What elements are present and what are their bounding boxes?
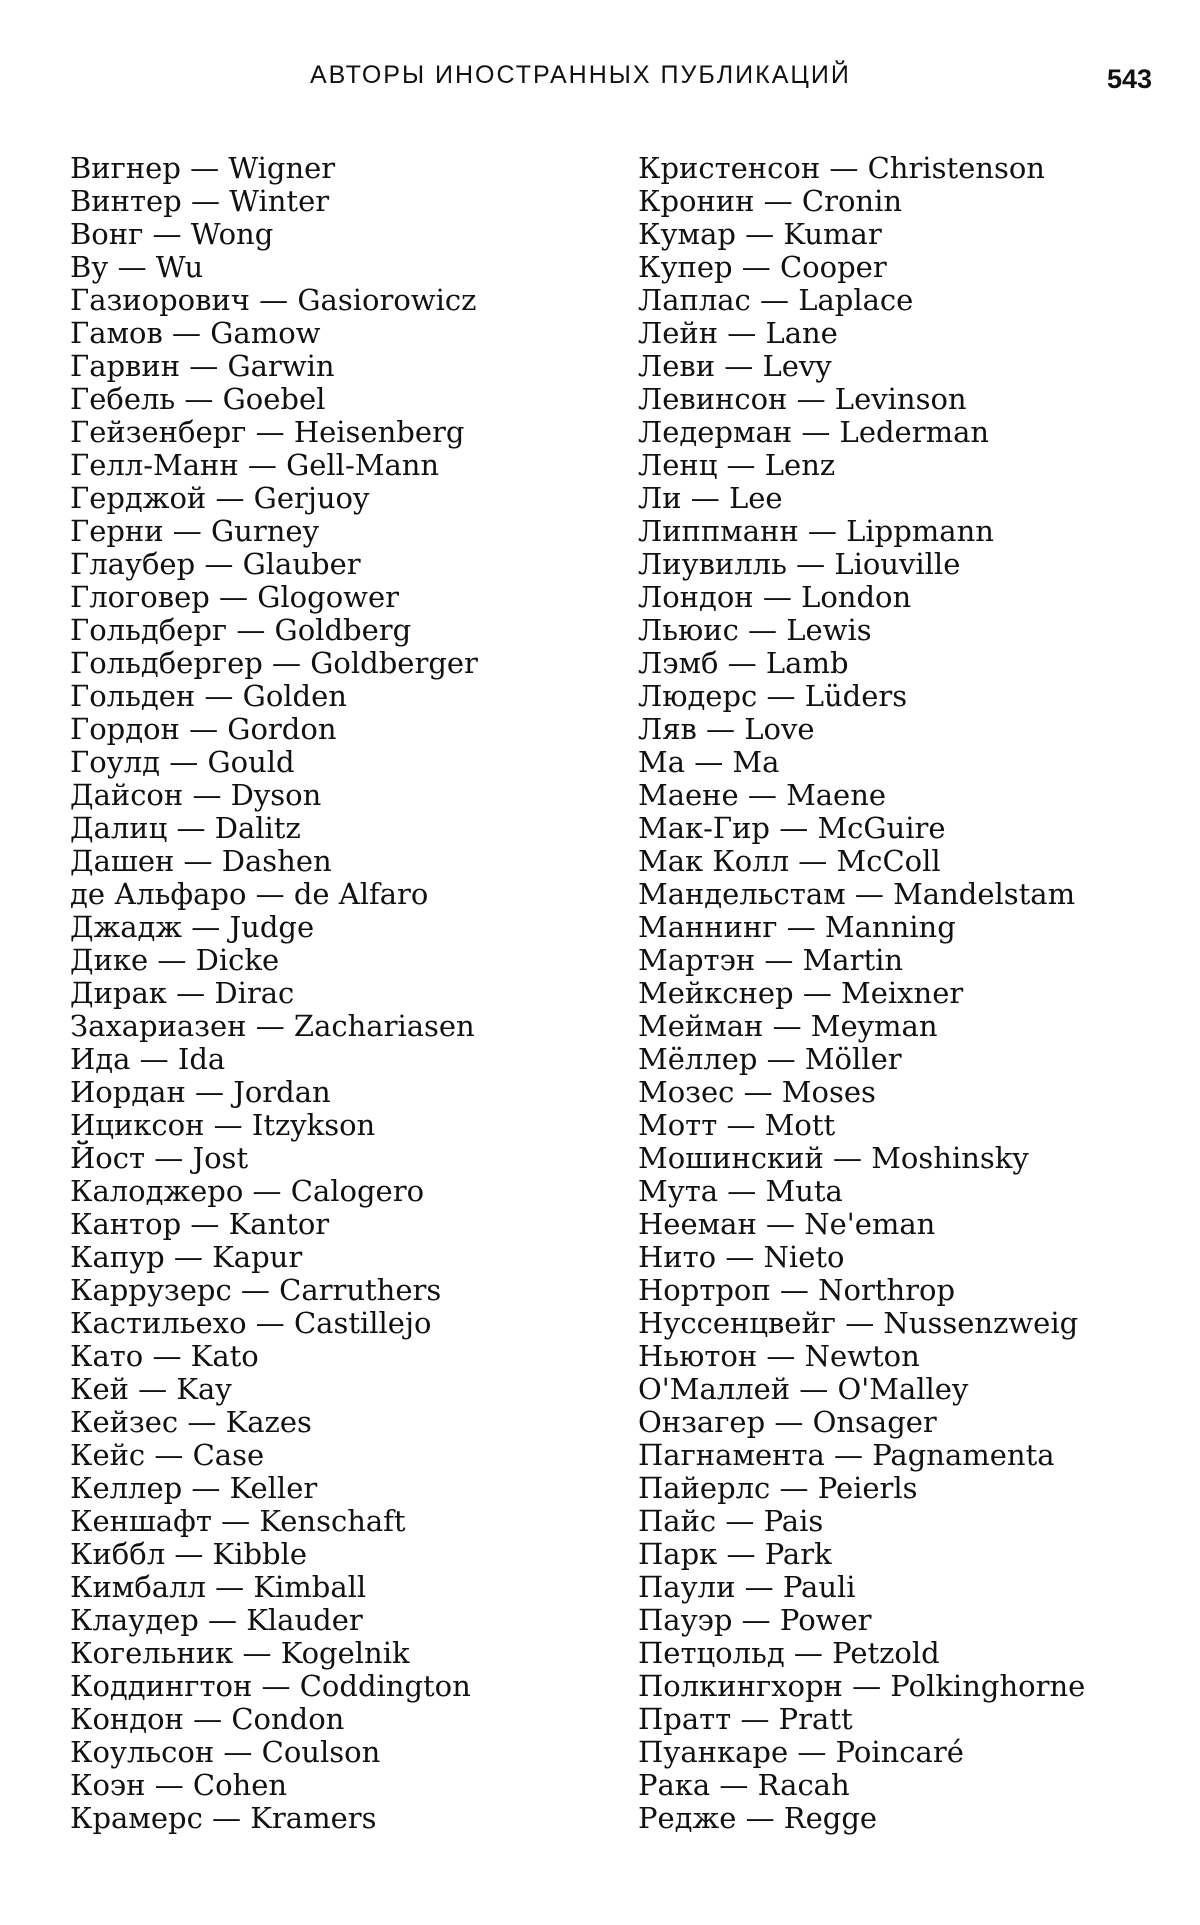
author-entry: Купер — Cooper	[638, 250, 887, 284]
author-entry: Гольден — Golden	[70, 679, 347, 713]
author-entry: Кондон — Condon	[70, 1702, 345, 1736]
author-entry: Джадж — Judge	[70, 910, 315, 944]
author-entry: Пауэр — Power	[638, 1603, 872, 1637]
author-entry: Мандельстам — Mandelstam	[638, 877, 1076, 911]
author-entry: Кантор — Kantor	[70, 1207, 330, 1241]
author-entry: Мак-Гир — McGuire	[638, 811, 946, 845]
author-entry: Мошинский — Moshinsky	[638, 1141, 1029, 1175]
author-entry: Кумар — Kumar	[638, 217, 882, 251]
author-entry: Парк — Park	[638, 1537, 832, 1571]
author-entry: Нито — Nieto	[638, 1240, 845, 1274]
author-entry: Когельник — Kogelnik	[70, 1636, 410, 1670]
author-entry: Вигнер — Wigner	[70, 151, 336, 185]
author-entry: Полкингхорн — Polkinghorne	[638, 1669, 1086, 1703]
author-entry: Далиц — Dalitz	[70, 811, 301, 845]
author-entry: Рака — Racah	[638, 1768, 850, 1802]
author-entry: Иордан — Jordan	[70, 1075, 331, 1109]
author-entry: Паули — Pauli	[638, 1570, 856, 1604]
author-entry: Ньютон — Newton	[638, 1339, 920, 1373]
author-entry: Гебель — Goebel	[70, 382, 326, 416]
author-entry: Герни — Gurney	[70, 514, 319, 548]
author-entry: Кеншафт — Kenschaft	[70, 1504, 406, 1538]
author-entry: Мейкснер — Meixner	[638, 976, 964, 1010]
author-entry: Льюис — Lewis	[638, 613, 872, 647]
author-entry: Глоговер — Glogower	[70, 580, 399, 614]
author-entry: Ициксон — Itzykson	[70, 1108, 376, 1142]
author-entry: Нуссенцвейг — Nussenzweig	[638, 1306, 1079, 1340]
author-entry: Мартэн — Martin	[638, 943, 904, 977]
author-entry: Кронин — Cronin	[638, 184, 903, 218]
author-entry: Ли — Lee	[638, 481, 783, 515]
author-entry: О'Маллей — O'Malley	[638, 1372, 969, 1406]
author-entry: Келлер — Keller	[70, 1471, 318, 1505]
author-entry: Левинсон — Levinson	[638, 382, 967, 416]
author-entry: Ледерман — Lederman	[638, 415, 990, 449]
author-entry: Ву — Wu	[70, 250, 204, 284]
author-entry: Кимбалл — Kimball	[70, 1570, 367, 1604]
author-entry: Лэмб — Lamb	[638, 646, 849, 680]
author-entry: Газиорович — Gasiorowicz	[70, 283, 477, 317]
author-column-left	[70, 152, 590, 1835]
author-entry: Крамерс — Kramers	[70, 1801, 377, 1835]
author-entry: Клаудер — Klauder	[70, 1603, 363, 1637]
author-entry: Каррузерс — Carruthers	[70, 1273, 442, 1307]
running-title: АВТОРЫ ИНОСТРАННЫХ ПУБЛИКАЦИЙ	[310, 61, 851, 89]
author-entry: Мотт — Mott	[638, 1108, 836, 1142]
author-entry: Пуанкаре — Poincaré	[638, 1735, 964, 1769]
author-entry: Пагнамента — Pagnamenta	[638, 1438, 1055, 1472]
author-entry: Гольдберг — Goldberg	[70, 613, 412, 647]
author-entry: Леви — Levy	[638, 349, 832, 383]
author-entry: Онзагер — Onsager	[638, 1405, 937, 1439]
author-entry: Кристенсон — Christenson	[638, 151, 1045, 185]
author-entry: Мак Колл — McColl	[638, 844, 941, 878]
author-entry: Петцольд — Petzold	[638, 1636, 940, 1670]
author-entry: Лаплас — Laplace	[638, 283, 914, 317]
author-entry: Гейзенберг — Heisenberg	[70, 415, 465, 449]
author-entry: Коульсон — Coulson	[70, 1735, 381, 1769]
author-entry: Киббл — Kibble	[70, 1537, 308, 1571]
author-entry: Лондон — London	[638, 580, 912, 614]
author-entry: Вонг — Wong	[70, 217, 274, 251]
author-entry: Пайс — Pais	[638, 1504, 824, 1538]
running-head	[0, 58, 1200, 94]
author-entry: Маене — Maene	[638, 778, 887, 812]
author-entry: Дике — Dicke	[70, 943, 280, 977]
author-entry: Кейс — Case	[70, 1438, 265, 1472]
author-entry: Калоджеро — Calogero	[70, 1174, 425, 1208]
author-entry: Винтер — Winter	[70, 184, 330, 218]
author-entry: Людерс — Lüders	[638, 679, 908, 713]
author-entry: Пайерлс — Peierls	[638, 1471, 918, 1505]
author-entry: Кастильехо — Castillejo	[70, 1306, 432, 1340]
author-entry: Липпманн — Lippmann	[638, 514, 994, 548]
author-entry: Ляв — Love	[638, 712, 815, 746]
author-entry: Като — Kato	[70, 1339, 259, 1373]
author-entry: Гарвин — Garwin	[70, 349, 335, 383]
author-entry: де Альфаро — de Alfaro	[70, 877, 429, 911]
author-entry: Мёллер — Möller	[638, 1042, 902, 1076]
author-entry: Гордон — Gordon	[70, 712, 337, 746]
author-entry: Маннинг — Manning	[638, 910, 956, 944]
author-entry: Гольдбергер — Goldberger	[70, 646, 478, 680]
author-entry: Дирак — Dirac	[70, 976, 295, 1010]
author-entry: Гоулд — Gould	[70, 745, 295, 779]
author-entry: Лиувилль — Liouville	[638, 547, 961, 581]
author-entry: Кейзес — Kazes	[70, 1405, 312, 1439]
author-entry: Герджой — Gerjuoy	[70, 481, 370, 515]
author-entry: Редже — Regge	[638, 1801, 878, 1835]
author-entry: Ида — Ida	[70, 1042, 226, 1076]
author-entry: Капур — Kapur	[70, 1240, 303, 1274]
author-entry: Лейн — Lane	[638, 316, 838, 350]
author-entry: Захариазен — Zachariasen	[70, 1009, 475, 1043]
author-entry: Гелл-Манн — Gell-Mann	[70, 448, 440, 482]
author-entry: Ленц — Lenz	[638, 448, 836, 482]
author-entry: Коэн — Cohen	[70, 1768, 288, 1802]
author-entry: Пратт — Pratt	[638, 1702, 853, 1736]
author-entry: Мейман — Meyman	[638, 1009, 938, 1043]
page-number: 543	[1107, 64, 1153, 94]
author-entry: Мута — Muta	[638, 1174, 843, 1208]
author-entry: Нееман — Ne'eman	[638, 1207, 936, 1241]
author-entry: Мозес — Moses	[638, 1075, 876, 1109]
author-entry: Ма — Ma	[638, 745, 780, 779]
author-entry: Гамов — Gamow	[70, 316, 321, 350]
author-entry: Кей — Kay	[70, 1372, 232, 1406]
author-entry: Коддингтон — Coddington	[70, 1669, 471, 1703]
author-entry: Дашен — Dashen	[70, 844, 332, 878]
author-column-right	[638, 152, 1178, 1835]
author-entry: Йост — Jost	[70, 1141, 249, 1175]
author-entry: Дайсон — Dyson	[70, 778, 322, 812]
author-entry: Нортроп — Northrop	[638, 1273, 956, 1307]
author-entry: Глаубер — Glauber	[70, 547, 361, 581]
